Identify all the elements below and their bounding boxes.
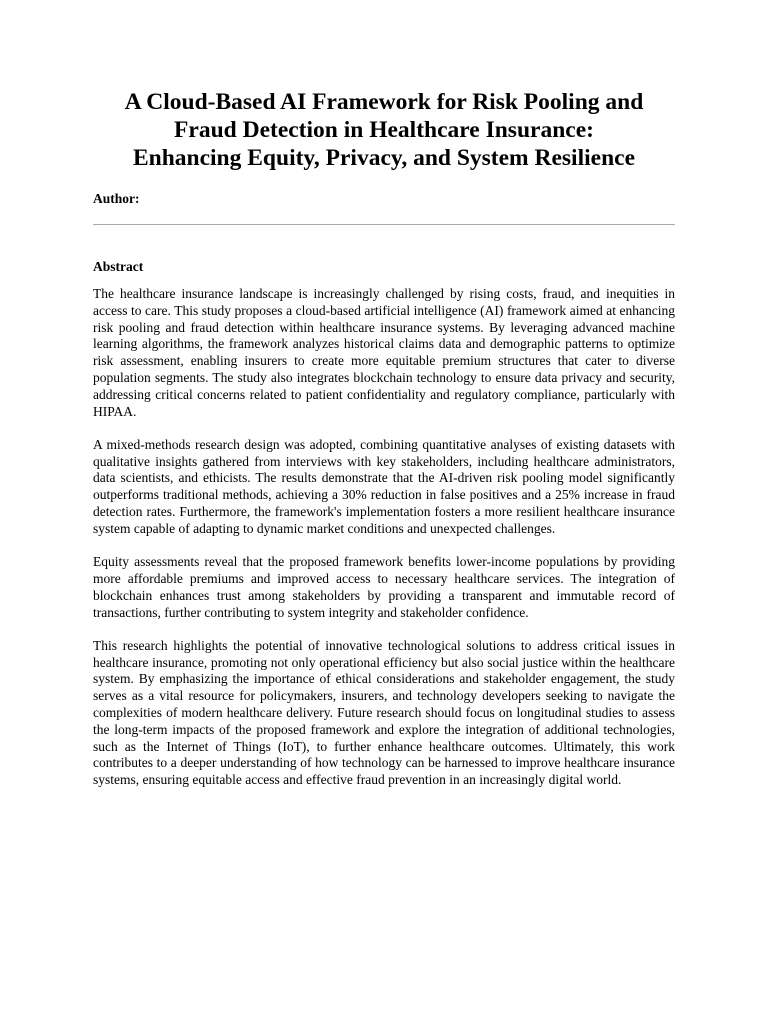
paper-title-line: Enhancing Equity, Privacy, and System Resilience [132, 145, 636, 171]
abstract-paragraph-2: A mixed-methods research design was adopted, combining quantitative analyses of existing datasets with qualitative insights gathered from interviews with key stakeholders, including healthcare administrators, data scientists, and ethicists. The results demonstrate that the AI-driven risk pooling model significantly outperforms traditional methods, achieving a 30% reduction in false positives and a 25% increase in fraud detection rates. Furthermore, the framework's implementation fosters a more resilient healthcare insurance system capable of adapting to dynamic market conditions and unexpected challenges. [93, 436, 675, 536]
paper-title-line: Fraud Detection in Healthcare Insurance: [174, 117, 594, 143]
paper-title-line: A Cloud-Based AI Framework for Risk Pooling and [124, 89, 644, 115]
abstract-paragraph-3: Equity assessments reveal that the proposed framework benefits lower-income populations by providing more affordable premiums and improved access to necessary healthcare services. The integration of blockchain enhances trust among stakeholders by providing a transparent and immutable record of transactions, further contributing to system integrity and stakeholder confidence. [93, 554, 675, 620]
author-label: Author: [93, 191, 140, 206]
header-divider [93, 224, 675, 225]
paper-title [93, 88, 675, 172]
abstract-paragraph-1: The healthcare insurance landscape is increasingly challenged by rising costs, fraud, and inequities in access to care. This study proposes a cloud-based artificial intelligence (AI) framework aimed at enhancing risk pooling and fraud detection within healthcare insurance systems. By leveraging advanced machine learning algorithms, the framework analyzes historical claims data and demographic patterns to optimize risk assessment, enabling insurers to create more equitable premium structures that cater to diverse population segments. The study also integrates blockchain technology to ensure data privacy and security, addressing critical concerns related to patient confidentiality and regulatory compliance, particularly with HIPAA. [93, 286, 675, 419]
paper-page [93, 0, 675, 789]
abstract-heading: Abstract [93, 259, 144, 274]
abstract-paragraph-4: This research highlights the potential of innovative technological solutions to address critical issues in healthcare insurance, promoting not only operational efficiency but also social justice within the healthcare system. By emphasizing the importance of ethical considerations and stakeholder engagement, the study serves as a vital resource for policymakers, insurers, and technology developers seeking to navigate the complexities of modern healthcare delivery. Future research should focus on longitudinal studies to assess the long-term impacts of the proposed framework and explore the integration of additional technologies, such as the Internet of Things (IoT), to further enhance healthcare outcomes. Ultimately, this work contributes to a deeper understanding of how technology can be harnessed to improve healthcare insurance systems, ensuring equitable access and effective fraud prevention in an increasingly digital world. [93, 637, 675, 788]
